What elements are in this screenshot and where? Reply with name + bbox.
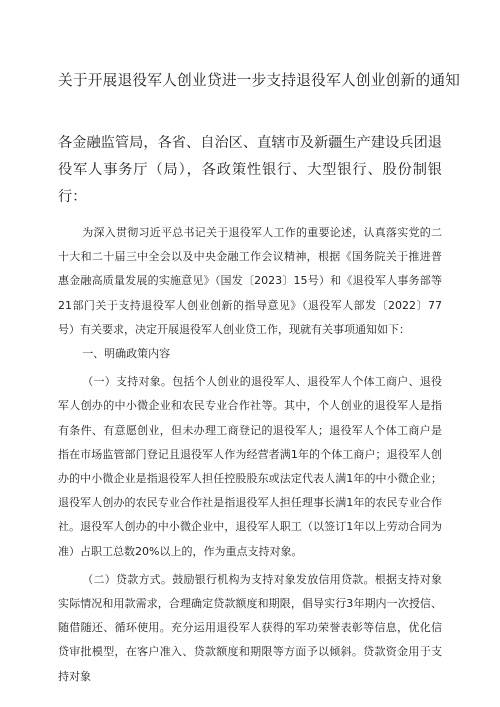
recipient-line: 各金融监管局，各省、自治区、直辖市及新疆生产建设兵团退役军人事务厅（局），各政策性银行、大型银行、股份制银行：: [58, 135, 442, 205]
document-title: 关于开展退役军人创业贷进一步支持退役军人创业创新的通知: [58, 72, 461, 89]
loan-method-paragraph: （二）贷款方式。鼓励银行机构为支持对象发放信用贷款。根据支持对象实际情况和用款需求，合理确定贷款额度和期限，倡导实行3年期内一次授信、随借随还、循环使用。充分运用退役军人获得的军功荣誉表彰等信息，优化信贷审批模型，在客户准入、贷款额度和期限等方面予以倾斜。贷款资金用于支持对象: [58, 572, 442, 683]
intro-paragraph: 为深入贯彻习近平总书记关于退役军人工作的重要论述，认真落实党的二十大和二十届三中全会以及中央金融工作会议精神，根据《国务院关于推进普惠金融高质量发展的实施意见》（国发〔2023〕15号）和《退役军人事务部等21部门关于支持退役军人创业创新的指导意见》（退役军人部发〔2022〕77号）有关要求，决定开展退役军人创业贷工作，现就有关事项通知如下：: [58, 226, 442, 336]
support-target-paragraph: （一）支持对象。包括个人创业的退役军人、退役军人个体工商户、退役军人创办的中小微企业和农民专业合作社等。其中，个人创业的退役军人是指有条件、有意愿创业，但未办理工商登记的退役军人；退役军人个体工商户是指在市场监管部门登记且退役军人作为经营者满1年的个体工商户；退役军人创办的中小微企业是指退役军人担任控股股东或法定代表人满1年的中小微企业；退役军人创办的农民专业合作社是指退役军人担任理事长满1年的农民专业合作社。退役军人创办的中小微企业中，退役军人职工（以签订1年以上劳动合同为准）占职工总数20%以上的，作为重点支持对象。: [58, 375, 442, 558]
section-heading: 一、明确政策内容: [82, 347, 171, 361]
